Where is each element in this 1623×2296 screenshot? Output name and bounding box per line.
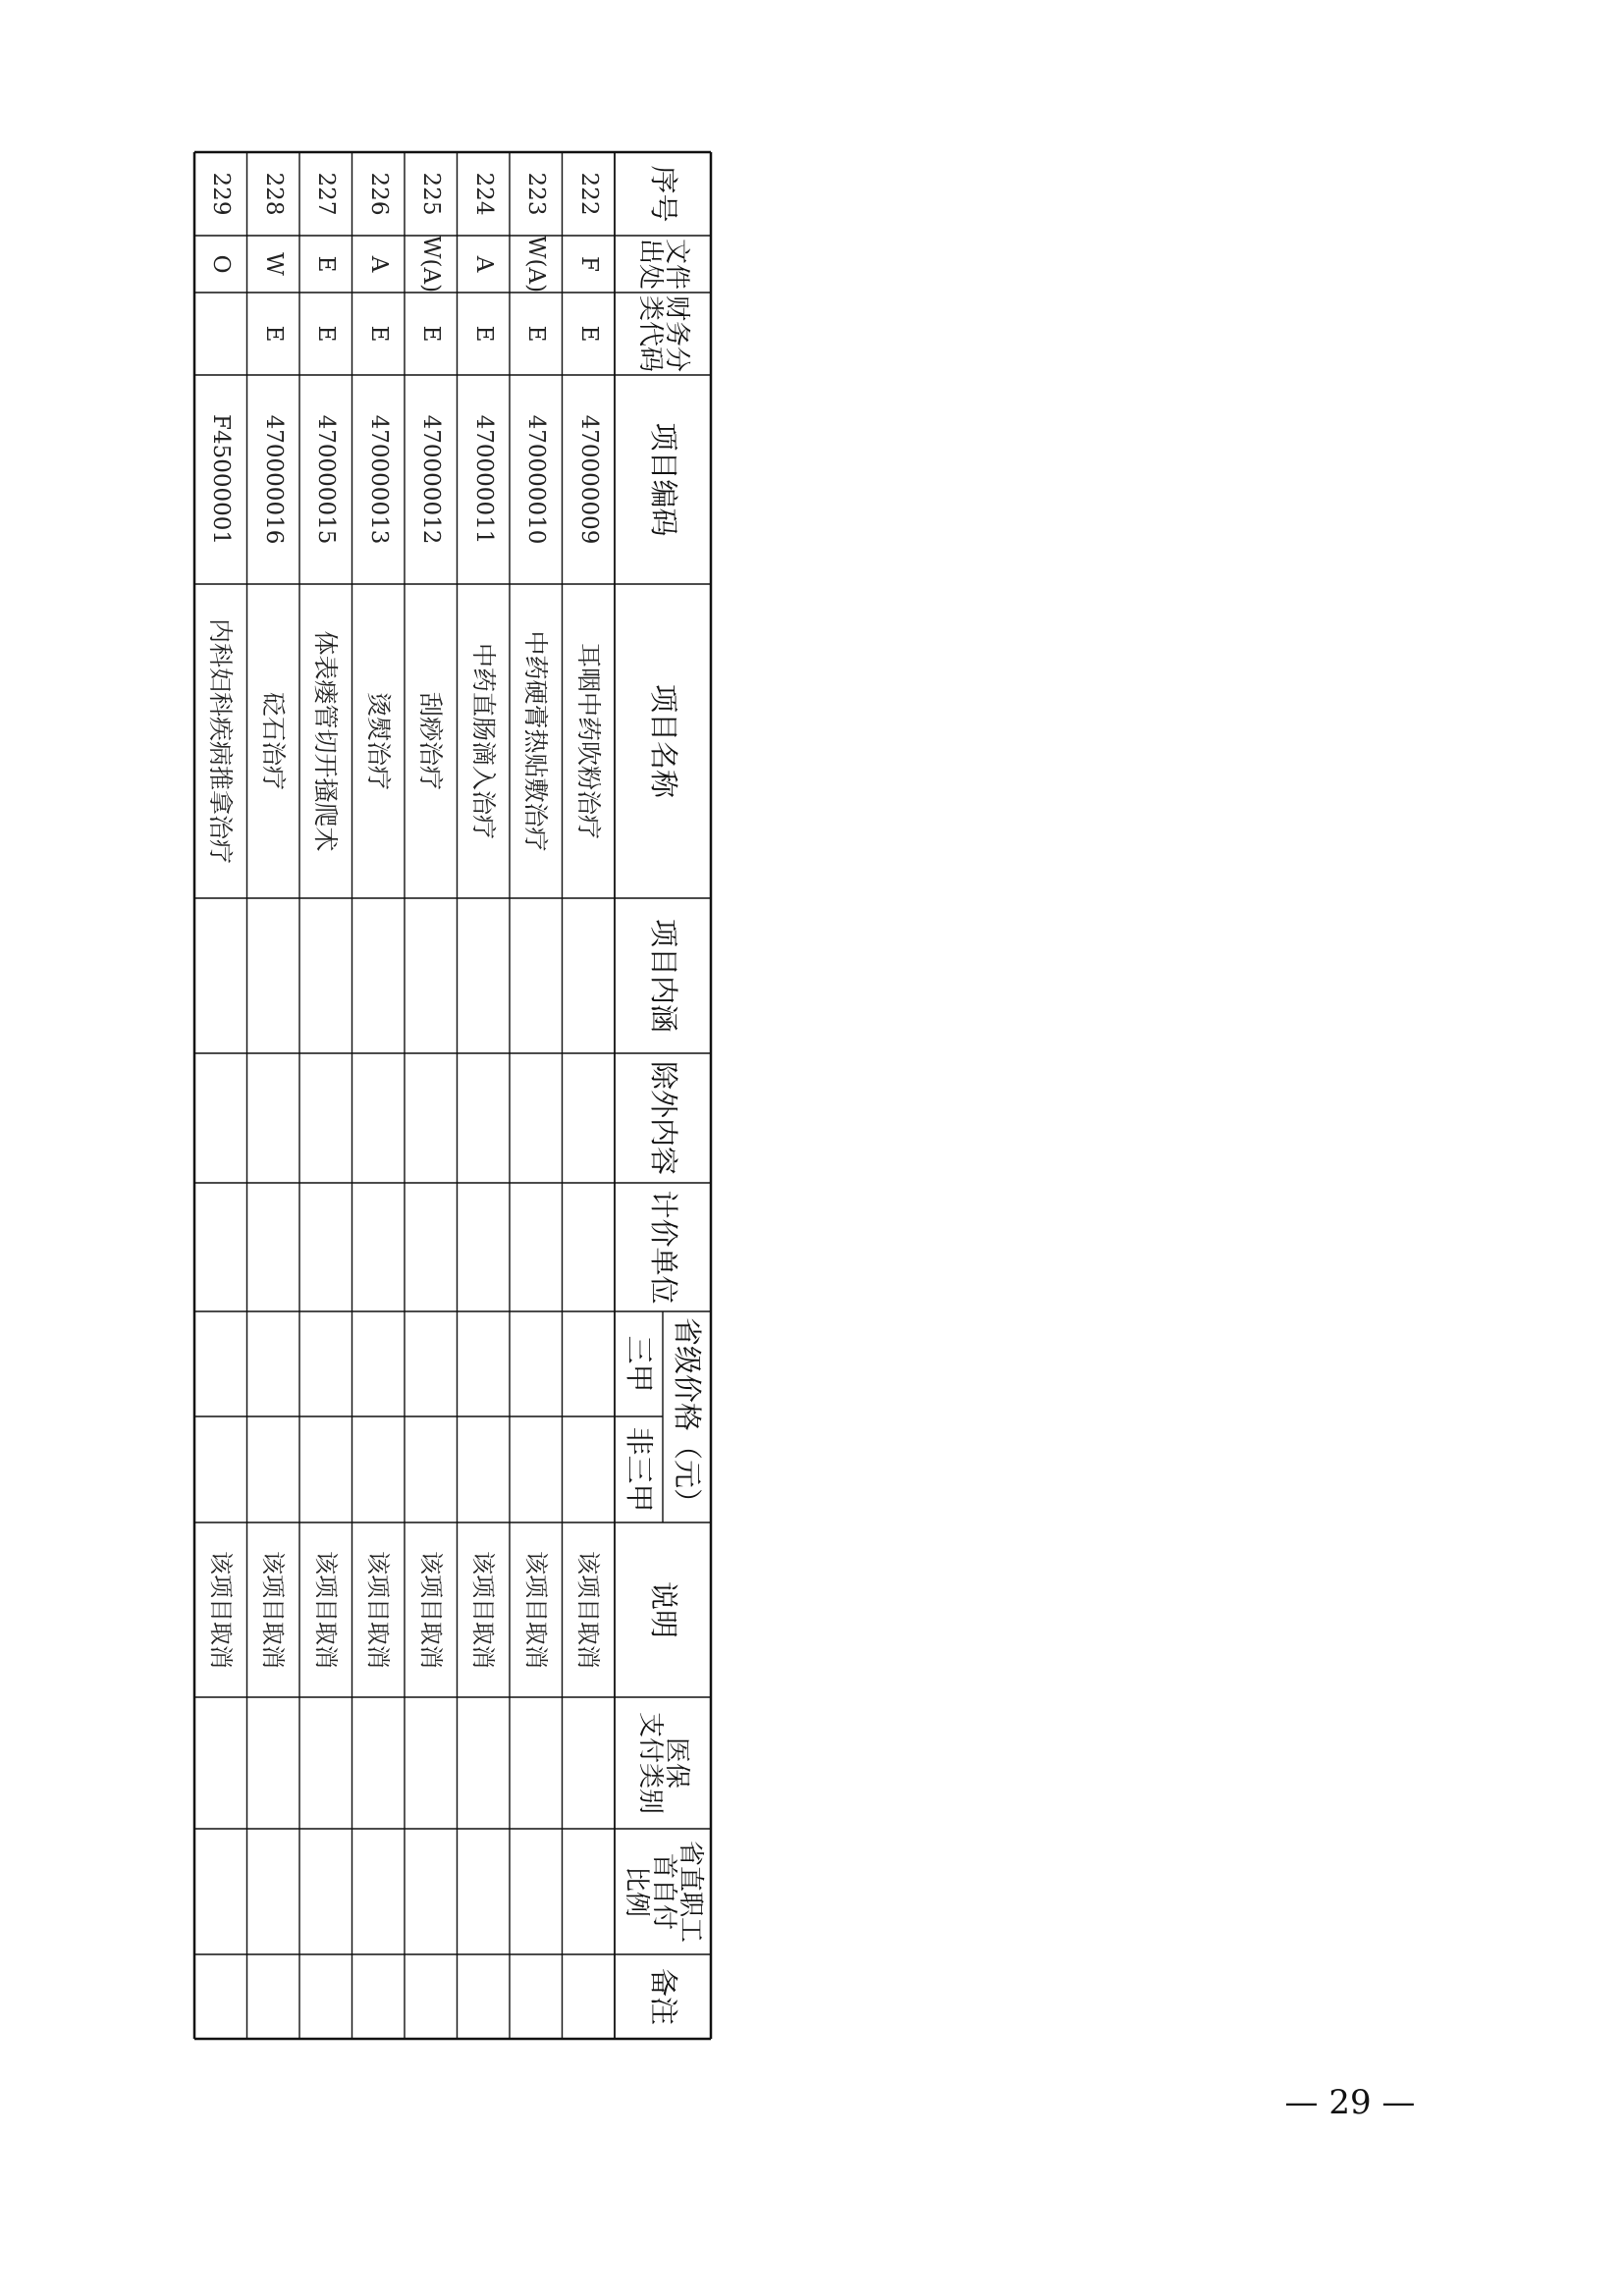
cell-explanation: 该项目取消 — [259, 1551, 288, 1669]
cell-price-b — [458, 1416, 511, 1522]
cell-price-a — [405, 1311, 458, 1416]
header-excluded: 除外内容 — [646, 1060, 680, 1175]
cell-connotation — [458, 898, 511, 1053]
cell-price-b — [405, 1416, 458, 1522]
cell-excluded — [194, 1053, 247, 1183]
cell-item-name: 中药硬膏热贴敷治疗 — [521, 630, 551, 852]
cell-doc-source: W(A) — [523, 235, 550, 294]
cell-connotation — [510, 898, 563, 1053]
cell-self-pay — [299, 1829, 352, 1954]
cell-item-code: 470000010 — [523, 414, 550, 545]
cell-price-b — [194, 1416, 247, 1522]
cell-insurance-type — [247, 1697, 300, 1829]
table-row — [247, 152, 300, 2039]
table-row — [510, 152, 563, 2039]
cell-fin-code: E — [575, 325, 602, 343]
cell-seq: 228 — [260, 172, 287, 216]
cell-excluded — [510, 1053, 563, 1183]
cell-item-code: 470000015 — [313, 414, 340, 545]
cell-price-a — [299, 1311, 352, 1416]
cell-remarks — [510, 1954, 563, 2039]
header-seq: 序号 — [646, 165, 680, 223]
cell-fin-code — [194, 293, 247, 375]
cell-item-name: 烫熨治疗 — [364, 691, 393, 790]
cell-insurance-type — [299, 1697, 352, 1829]
cell-fin-code: E — [418, 325, 445, 343]
cell-unit — [405, 1183, 458, 1311]
cell-excluded — [352, 1053, 406, 1183]
cell-explanation: 该项目取消 — [416, 1551, 445, 1669]
cell-doc-source: O — [208, 254, 235, 274]
cell-explanation: 该项目取消 — [469, 1551, 498, 1669]
cell-connotation — [299, 898, 352, 1053]
cell-connotation — [247, 898, 300, 1053]
cell-item-name: 刮痧治疗 — [416, 691, 446, 790]
cell-fin-code: E — [365, 325, 392, 343]
cell-insurance-type — [352, 1697, 406, 1829]
table-row — [405, 152, 458, 2039]
cell-fin-code: E — [470, 325, 497, 343]
cell-self-pay — [563, 1829, 616, 1954]
table-row — [458, 152, 511, 2039]
cell-item-name: 耳咽中药吹粉治疗 — [574, 642, 603, 839]
cell-excluded — [458, 1053, 511, 1183]
cell-item-code: 470000013 — [365, 414, 392, 545]
cell-remarks — [458, 1954, 511, 2039]
cell-connotation — [194, 898, 247, 1053]
cell-price-a — [352, 1311, 406, 1416]
cell-seq: 227 — [313, 172, 340, 216]
header-price-a: 三甲 — [622, 1335, 657, 1393]
cell-explanation: 该项目取消 — [206, 1551, 235, 1669]
cell-unit — [247, 1183, 300, 1311]
cell-price-b — [563, 1416, 616, 1522]
header-remarks: 备注 — [646, 1967, 680, 2025]
cell-fin-code: E — [313, 325, 340, 343]
cell-price-b — [299, 1416, 352, 1522]
header-price-group: 省级价格（元） — [671, 1316, 705, 1517]
cell-insurance-type — [458, 1697, 511, 1829]
cell-self-pay — [194, 1829, 247, 1954]
cell-remarks — [194, 1954, 247, 2039]
cell-explanation: 该项目取消 — [311, 1551, 340, 1669]
page-number: — 29 — — [1284, 2083, 1416, 2122]
cell-fin-code: E — [523, 325, 550, 343]
cell-fin-code: E — [260, 325, 287, 343]
cell-remarks — [247, 1954, 300, 2039]
cell-unit — [458, 1183, 511, 1311]
cell-price-a — [510, 1311, 563, 1416]
cell-explanation: 该项目取消 — [364, 1551, 393, 1669]
header-explanation: 说明 — [646, 1580, 680, 1638]
header-fin-code: 财务分 类代码 — [635, 294, 692, 372]
cell-self-pay — [458, 1829, 511, 1954]
table-row — [194, 152, 247, 2039]
cell-connotation — [352, 898, 406, 1053]
cell-seq: 223 — [523, 172, 550, 216]
table-row — [352, 152, 406, 2039]
cell-item-code: 470000011 — [470, 414, 497, 545]
table-content — [194, 152, 711, 2039]
cell-unit — [510, 1183, 563, 1311]
header-item-code: 项目编码 — [646, 422, 680, 537]
cell-item-name: 内科妇科疾病推拿治疗 — [206, 617, 236, 864]
cell-remarks — [405, 1954, 458, 2039]
cell-seq: 224 — [470, 172, 497, 216]
cell-self-pay — [352, 1829, 406, 1954]
cell-item-code: 470000009 — [575, 414, 602, 545]
cell-excluded — [247, 1053, 300, 1183]
cell-doc-source: E — [313, 255, 340, 273]
cell-connotation — [563, 898, 616, 1053]
cell-item-code: 470000016 — [260, 414, 287, 545]
header-doc-source: 文件 出处 — [635, 238, 692, 290]
cell-explanation: 该项目取消 — [574, 1551, 603, 1669]
cell-item-name: 中药直肠滴入治疗 — [469, 642, 498, 839]
cell-insurance-type — [405, 1697, 458, 1829]
cell-price-a — [458, 1311, 511, 1416]
cell-price-b — [352, 1416, 406, 1522]
cell-item-code: 470000012 — [418, 414, 445, 545]
cell-item-code: F45000001 — [208, 413, 235, 546]
table-row — [299, 152, 352, 2039]
cell-price-a — [563, 1311, 616, 1416]
cell-price-b — [247, 1416, 300, 1522]
header-insurance-type: 医保 支付类别 — [635, 1711, 692, 1814]
cell-unit — [194, 1183, 247, 1311]
cell-connotation — [405, 898, 458, 1053]
cell-item-name: 体表瘘管切开搔爬术 — [311, 630, 341, 852]
cell-explanation: 该项目取消 — [521, 1551, 550, 1669]
cell-doc-source: W — [260, 252, 287, 276]
header-price-b: 非三甲 — [622, 1426, 657, 1513]
cell-unit — [352, 1183, 406, 1311]
cell-excluded — [405, 1053, 458, 1183]
rotated-price-table — [194, 152, 711, 2039]
cell-seq: 226 — [365, 172, 392, 216]
cell-self-pay — [510, 1829, 563, 1954]
header-item-name: 项目名称 — [646, 683, 680, 798]
cell-excluded — [299, 1053, 352, 1183]
cell-insurance-type — [194, 1697, 247, 1829]
cell-doc-source: W(A) — [418, 235, 445, 294]
cell-unit — [563, 1183, 616, 1311]
cell-seq: 225 — [418, 172, 445, 216]
cell-remarks — [299, 1954, 352, 2039]
cell-price-a — [194, 1311, 247, 1416]
cell-doc-source: A — [365, 255, 392, 273]
cell-unit — [299, 1183, 352, 1311]
cell-self-pay — [247, 1829, 300, 1954]
cell-doc-source: A — [470, 255, 497, 273]
cell-self-pay — [405, 1829, 458, 1954]
table-row — [563, 152, 616, 2039]
cell-item-name: 砭石治疗 — [259, 691, 288, 790]
cell-seq: 229 — [208, 172, 235, 216]
cell-insurance-type — [510, 1697, 563, 1829]
header-connotation: 项目内涵 — [646, 918, 680, 1033]
cell-remarks — [352, 1954, 406, 2039]
cell-price-a — [247, 1311, 300, 1416]
cell-seq: 222 — [575, 172, 602, 216]
cell-remarks — [563, 1954, 616, 2039]
header-unit: 计价单位 — [646, 1190, 680, 1305]
header-self-pay: 省直职工 首自付 比例 — [622, 1840, 705, 1943]
cell-insurance-type — [563, 1697, 616, 1829]
cell-excluded — [563, 1053, 616, 1183]
cell-price-b — [510, 1416, 563, 1522]
cell-doc-source: F — [575, 256, 602, 272]
